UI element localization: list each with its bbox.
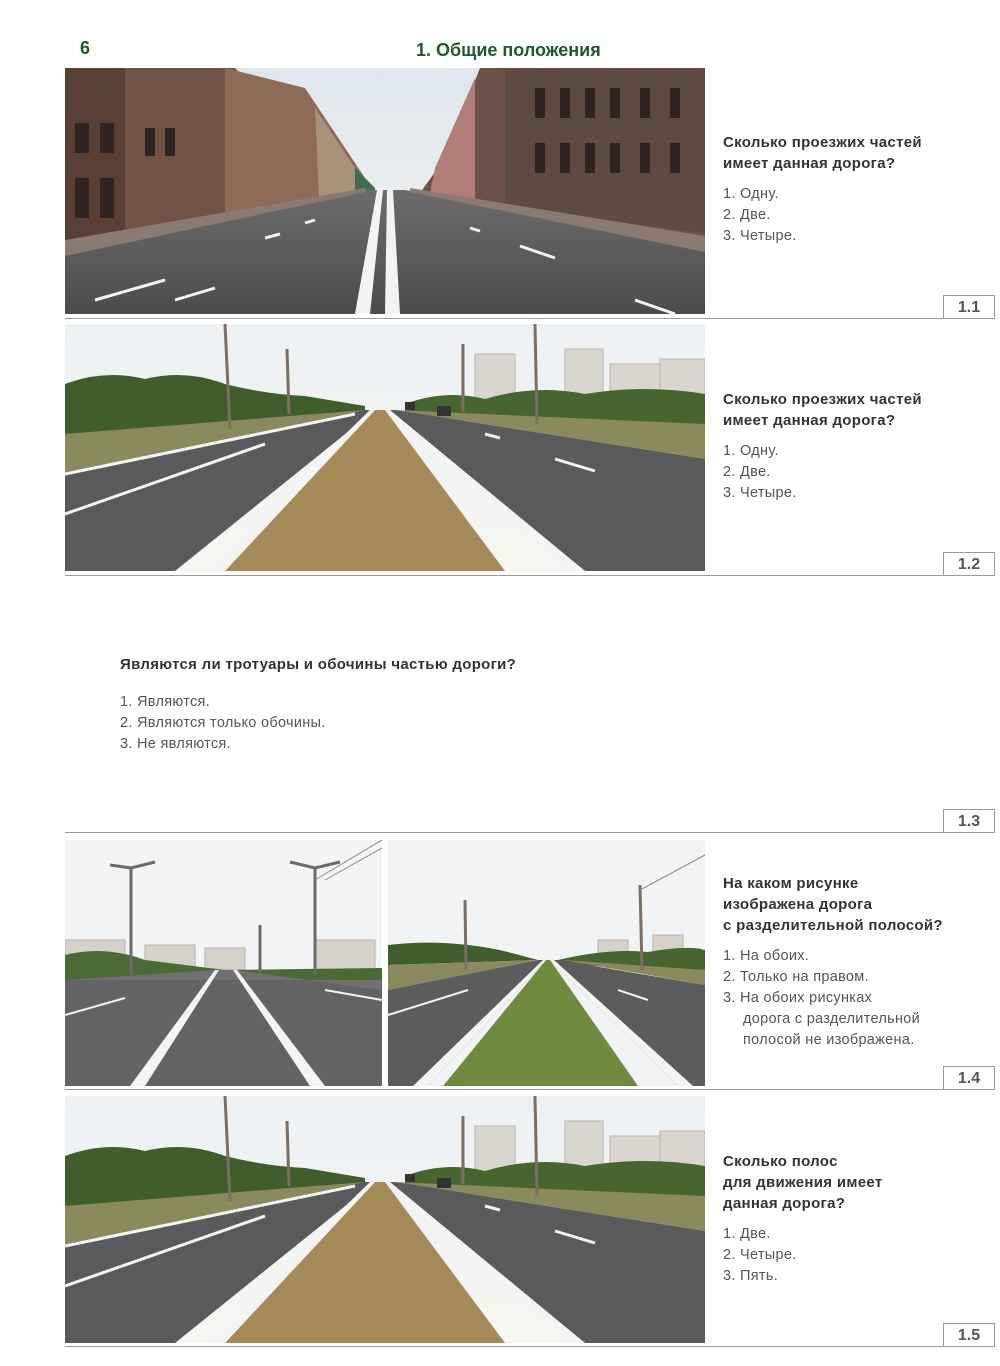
answer-option: 2. Четыре. xyxy=(723,1247,797,1263)
divider xyxy=(65,832,995,833)
answer-option: 1. Одну. xyxy=(723,443,779,459)
answer-list xyxy=(723,1224,797,1287)
answer-option: 3. Пять. xyxy=(723,1268,779,1284)
question-text: Сколько проезжих частей имеет данная дорога? xyxy=(723,391,922,429)
question-number: 1.4 xyxy=(943,1066,995,1089)
answer-option: 2. Только на правом. xyxy=(723,969,869,985)
answer-option: 2. Две. xyxy=(723,464,771,480)
answer-option: 3. Четыре. xyxy=(723,485,797,501)
photo-city-street xyxy=(65,68,705,314)
question-text: На каком рисунке изображена дорога с разделительной полосой? xyxy=(723,875,943,934)
divider xyxy=(65,575,995,576)
question-number: 1.3 xyxy=(943,809,995,832)
question-text: Являются ли тротуары и обочины частью дороги? xyxy=(120,656,517,673)
page-number: 6 xyxy=(80,38,91,58)
answer-option: 3. На обоих рисунках xyxy=(723,990,873,1006)
answer-option: 3. Не являются. xyxy=(120,736,231,752)
answer-option: 1. Являются. xyxy=(120,694,211,710)
answer-list xyxy=(120,692,326,755)
answer-list xyxy=(723,441,797,504)
question-text: Сколько полос для движения имеет данная дорога? xyxy=(723,1153,883,1212)
question-number: 1.2 xyxy=(943,552,995,575)
photo-right-road xyxy=(388,840,705,1086)
answer-option: 1. На обоих. xyxy=(723,948,810,964)
answer-list xyxy=(723,184,797,247)
photo-divided-highway xyxy=(65,324,705,571)
question-number: 1.5 xyxy=(943,1323,995,1346)
answer-list xyxy=(723,946,920,1051)
photo-left-road xyxy=(65,840,382,1086)
divider xyxy=(65,1089,995,1090)
answer-option: 1. Две. xyxy=(723,1226,771,1242)
chapter-title: 1. Общие положения xyxy=(416,40,601,60)
answer-option: 3. Четыре. xyxy=(723,228,797,244)
answer-option: 1. Одну. xyxy=(723,186,779,202)
question-number: 1.1 xyxy=(943,295,995,318)
answer-option-continuation: дорога с разделительной xyxy=(743,1011,921,1027)
answer-option: 2. Две. xyxy=(723,207,771,223)
answer-option-continuation: полосой не изображена. xyxy=(743,1032,915,1048)
divider xyxy=(65,318,995,319)
question-text: Сколько проезжих частей имеет данная дорога? xyxy=(723,134,922,172)
photo-divided-highway-lanes xyxy=(65,1096,705,1343)
divider xyxy=(65,1346,995,1347)
answer-option: 2. Являются только обочины. xyxy=(120,715,326,731)
